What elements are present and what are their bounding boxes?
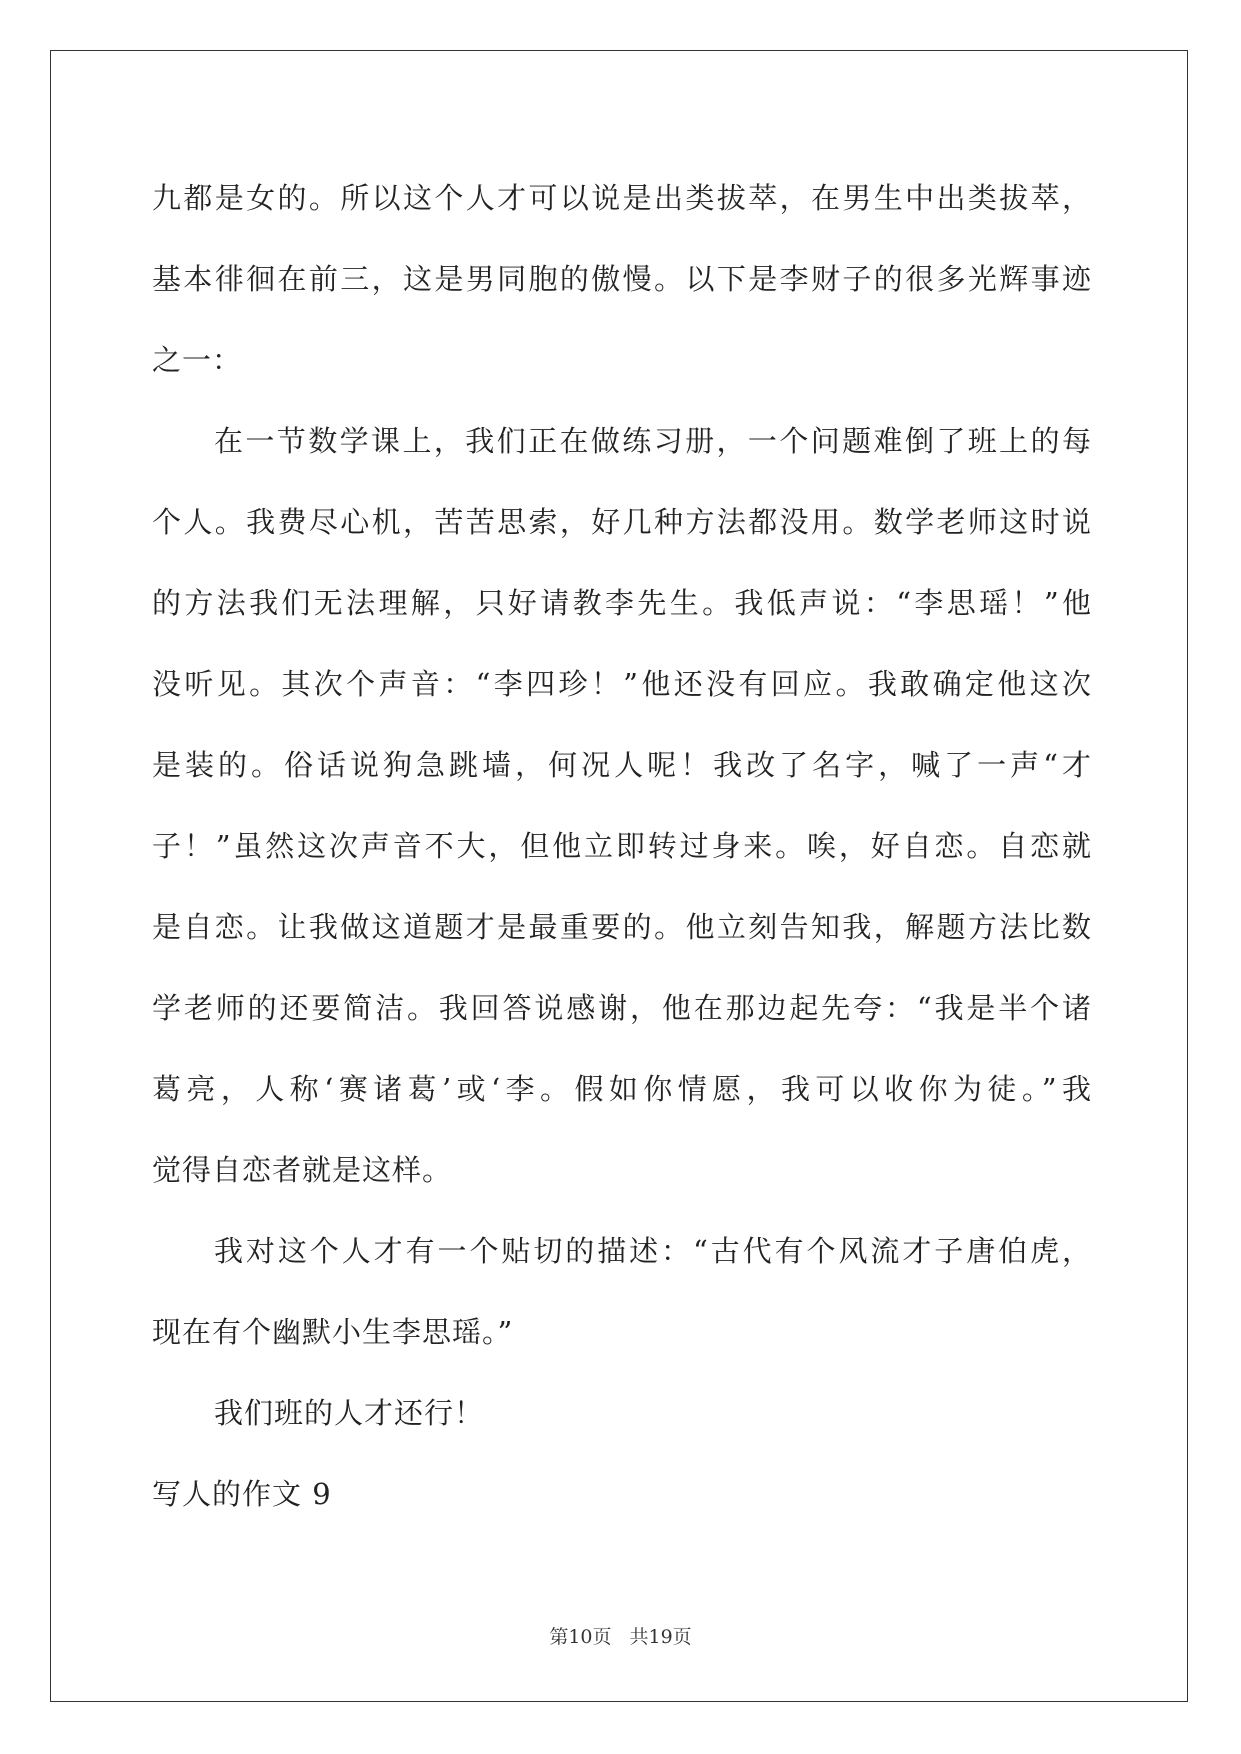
section-heading	[152, 1454, 1092, 1535]
text-line	[152, 725, 1092, 806]
text-line	[152, 968, 1092, 1049]
text-line	[152, 644, 1092, 725]
text-line	[152, 1130, 1092, 1211]
line-text: 九都是女的。所以这个人才可以说是出类拔萃，在男生中出类拔萃，	[152, 181, 1092, 215]
line-text: 我对这个人才有一个贴切的描述：“古代有个风流才子唐伯虎，	[214, 1234, 1092, 1268]
page-footer	[0, 1622, 1241, 1649]
text-line	[152, 806, 1092, 887]
paragraph-start-line	[152, 401, 1092, 482]
line-text: 子！”虽然这次声音不大，但他立即转过身来。唉，好自恋。自恋就	[152, 829, 1092, 863]
text-line	[152, 887, 1092, 968]
text-line	[152, 320, 1092, 401]
paragraph-start-line	[152, 1373, 1092, 1454]
heading-text: 写人的作文 9	[152, 1477, 332, 1511]
line-text: 基本徘徊在前三，这是男同胞的傲慢。以下是李财子的很多光辉事迹	[152, 262, 1092, 296]
total-page-count: 共19页	[629, 1626, 692, 1648]
text-line	[152, 1049, 1092, 1130]
line-text: 是自恋。让我做这道题才是最重要的。他立刻告知我，解题方法比数	[152, 910, 1092, 944]
document-body	[152, 158, 1092, 1535]
line-text: 没听见。其次个声音：“李四珍！”他还没有回应。我敢确定他这次	[152, 667, 1092, 701]
line-text: 在一节数学课上，我们正在做练习册，一个问题难倒了班上的每	[214, 424, 1092, 458]
line-text: 之一：	[152, 343, 243, 377]
line-text: 觉得自恋者就是这样。	[152, 1153, 453, 1187]
line-text: 葛亮，人称‘赛诸葛’或‘李。假如你情愿，我可以收你为徒。”我	[152, 1072, 1092, 1106]
current-page-number: 第10页	[549, 1626, 612, 1648]
text-line	[152, 158, 1092, 239]
text-line	[152, 239, 1092, 320]
text-line	[152, 1292, 1092, 1373]
paragraph-start-line	[152, 1211, 1092, 1292]
line-text: 我们班的人才还行！	[214, 1396, 485, 1430]
line-text: 个人。我费尽心机，苦苦思索，好几种方法都没用。数学老师这时说	[152, 505, 1092, 539]
line-text: 的方法我们无法理解，只好请教李先生。我低声说：“李思瑶！”他	[152, 586, 1092, 620]
text-line	[152, 563, 1092, 644]
line-text: 是装的。俗话说狗急跳墙，何况人呢！我改了名字，喊了一声“才	[152, 748, 1092, 782]
text-line	[152, 482, 1092, 563]
line-text: 现在有个幽默小生李思瑶。”	[152, 1315, 514, 1349]
line-text: 学老师的还要简洁。我回答说感谢，他在那边起先夸：“我是半个诸	[152, 991, 1092, 1025]
